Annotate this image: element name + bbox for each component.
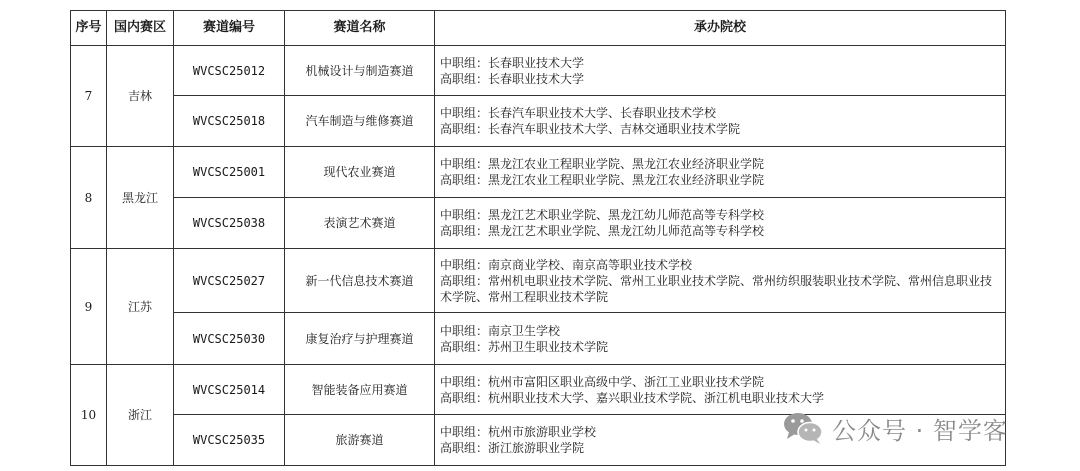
school-line: 中职组：南京卫生学校 (440, 323, 561, 338)
school-line: 高职组：黑龙江农业工程职业学院、黑龙江农业经济职业学院 (440, 173, 765, 187)
host-schools-cell (435, 249, 1006, 313)
header-region: 国内赛区 (107, 11, 174, 46)
table-row (71, 198, 1006, 249)
track-name-cell: 新一代信息技术赛道 (285, 249, 435, 313)
school-line: 高职组：长春职业技术大学 (440, 71, 585, 86)
track-name-cell: 表演艺术赛道 (285, 198, 435, 249)
seq-cell: 10 (71, 365, 107, 466)
table-header-row (71, 11, 1006, 46)
table-row (71, 365, 1006, 415)
school-line: 高职组：长春汽车职业技术大学、吉林交通职业技术学院 (440, 122, 741, 136)
track-code-cell: WVCSC25012 (174, 46, 285, 96)
track-name-cell: 智能装备应用赛道 (285, 365, 435, 415)
track-code-cell: WVCSC25027 (174, 249, 285, 313)
school-line: 中职组：长春职业技术大学 (440, 55, 585, 70)
host-schools-cell (435, 46, 1006, 96)
track-code-cell: WVCSC25014 (174, 365, 285, 415)
school-line: 中职组：杭州市旅游职业学校 (440, 425, 597, 439)
host-schools-cell (435, 198, 1006, 249)
track-name-cell: 汽车制造与维修赛道 (285, 96, 435, 147)
region-cell: 黑龙江 (107, 147, 174, 249)
competition-table (70, 10, 1006, 466)
host-schools-cell (435, 365, 1006, 415)
track-code-cell: WVCSC25001 (174, 147, 285, 198)
track-code-cell: WVCSC25030 (174, 313, 285, 365)
table-row (71, 96, 1006, 147)
school-line: 中职组：南京商业学校、南京高等职业技术学校 (440, 257, 693, 272)
table-row (71, 46, 1006, 96)
host-schools-cell (435, 147, 1006, 198)
watermark (782, 410, 1008, 446)
header-host-schools: 承办院校 (435, 11, 1006, 46)
table-row (71, 313, 1006, 365)
seq-cell: 8 (71, 147, 107, 249)
track-name-cell: 机械设计与制造赛道 (285, 46, 435, 96)
school-line: 高职组：浙江旅游职业学院 (440, 441, 585, 455)
track-name-cell: 现代农业赛道 (285, 147, 435, 198)
seq-cell: 7 (71, 46, 107, 147)
school-line: 高职组：常州机电职业技术学院、常州工业职业技术学院、常州纺织服装职业技术学院、常州信息职业技术学院、常州工程职业技术学院 (440, 273, 993, 304)
school-line: 中职组：杭州市富阳区职业高级中学、浙江工业职业技术学院 (440, 374, 765, 389)
header-seq: 序号 (71, 11, 107, 46)
region-cell: 浙江 (107, 365, 174, 466)
school-line: 中职组：长春汽车职业技术大学、长春职业技术学校 (440, 106, 717, 120)
track-name-cell: 康复治疗与护理赛道 (285, 313, 435, 365)
table-row (71, 147, 1006, 198)
school-line: 高职组：杭州职业技术大学、嘉兴职业技术学院、浙江机电职业技术大学 (440, 390, 825, 405)
school-line: 中职组：黑龙江农业工程职业学院、黑龙江农业经济职业学院 (440, 157, 765, 171)
track-code-cell: WVCSC25038 (174, 198, 285, 249)
school-line: 高职组：黑龙江艺术职业学院、黑龙江幼儿师范高等专科学校 (440, 224, 765, 238)
region-cell: 江苏 (107, 249, 174, 365)
watermark-text: 公众号 · 智学客 (832, 416, 1008, 445)
seq-cell: 9 (71, 249, 107, 365)
host-schools-cell (435, 96, 1006, 147)
track-name-cell: 旅游赛道 (285, 415, 435, 466)
table-row (71, 249, 1006, 313)
school-line: 高职组：苏州卫生职业技术学院 (440, 339, 609, 354)
host-schools-cell (435, 313, 1006, 365)
wechat-icon (782, 410, 824, 446)
track-code-cell: WVCSC25018 (174, 96, 285, 147)
header-track-name: 赛道名称 (285, 11, 435, 46)
school-line: 中职组：黑龙江艺术职业学院、黑龙江幼儿师范高等专科学校 (440, 208, 765, 222)
track-code-cell: WVCSC25035 (174, 415, 285, 466)
region-cell: 吉林 (107, 46, 174, 147)
header-track-code: 赛道编号 (174, 11, 285, 46)
